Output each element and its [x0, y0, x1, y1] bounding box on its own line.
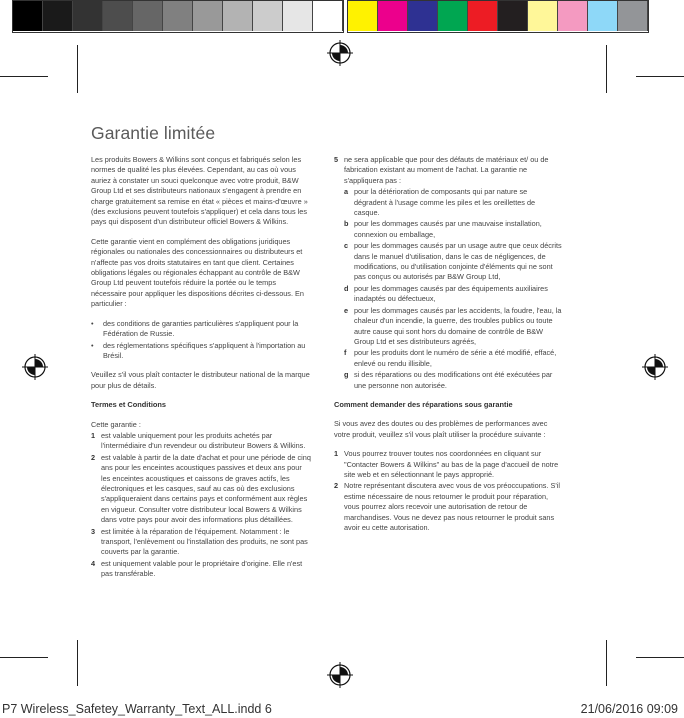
- list-item: 4 est uniquement valable pour le propriétaire d'origine. Elle n'est pas transférable.: [91, 558, 303, 579]
- list-item: e pour les dommages causés par les accidents, la foudre, l'eau, la chaleur d'un incendie, la guerre, des troubles publics ou toute autre cause qui sont hors du domaine de contrôle de B&W Group Ltd et ses distributeurs agréés,: [344, 305, 562, 346]
- color-swatch: [408, 1, 438, 31]
- color-swatch: [133, 1, 163, 31]
- color-swatch: [43, 1, 73, 31]
- list-item: 2 Notre représentant discutera avec vous de vos préoccupations. S'il estime nécessaire de nous retourner le produit pour réparation, vous pourrez alors recevoir une autorisation de retour de marchandises. Vous ne devez pas nous retourner le produit sans avoir eu cette autorisation.: [334, 481, 560, 532]
- color-swatch: [348, 1, 378, 31]
- color-swatch: [558, 1, 588, 31]
- list-item: g si des réparations ou des modifications ont été exécutées par une personne non autorisée.: [344, 370, 553, 390]
- grayscale-color-bar: [12, 0, 344, 33]
- color-swatch: [223, 1, 253, 31]
- contact-paragraph: Veuillez s'il vous plaît contacter le distributeur national de la marque pour plus de détails.: [91, 370, 310, 390]
- crop-mark: [77, 640, 78, 686]
- list-item: f pour les produits dont le numéro de série a été modifié, effacé, enlevé ou rendu illisible,: [344, 348, 557, 368]
- color-swatch: [73, 1, 103, 31]
- list-item: c pour les dommages causés par un usage autre que ceux décrits dans le manuel d'utilisation, dans le cas de négligences, de modifications, ou d'utilisation conjointe d'éléments qui ne sont pas conçus ou autorisés par B&W Group Ltd,: [344, 241, 562, 282]
- list-item: d pour les dommages causés par des équipements auxiliaires inadaptés ou défectueux,: [344, 283, 548, 304]
- registration-mark-icon: [642, 354, 668, 380]
- color-swatch: [163, 1, 193, 31]
- crop-mark: [606, 45, 607, 93]
- color-swatch: [193, 1, 223, 31]
- color-swatch: [618, 1, 648, 31]
- repair-heading: Comment demander des réparations sous garantie: [334, 399, 513, 409]
- page-title: Garantie limitée: [91, 123, 216, 143]
- color-swatch: [468, 1, 498, 31]
- crop-mark: [0, 657, 48, 658]
- registration-mark-icon: [327, 662, 353, 688]
- registration-mark-icon: [327, 40, 353, 66]
- list-item: 1 Vous pourrez trouver toutes nos coordonnées en cliquant sur "Contacter Bowers & Wilkins" au bas de la page d'accueil de notre site web et en sélectionnant le pays approprié.: [334, 449, 559, 479]
- color-swatch: [498, 1, 528, 31]
- list-item: b pour les dommages causés par une mauvaise installation, connexion ou emballage,: [344, 219, 542, 239]
- color-swatch: [283, 1, 313, 31]
- crop-mark: [606, 640, 607, 686]
- crop-mark: [0, 76, 48, 77]
- crop-mark: [77, 45, 78, 93]
- color-swatch: [528, 1, 558, 31]
- crop-mark: [636, 657, 684, 658]
- color-swatch: [378, 1, 408, 31]
- list-item: • des réglementations spécifiques s'appliquent à l'importation au Brésil.: [91, 340, 306, 360]
- list-item: a pour la détérioration de composants qui par nature se dégradent à l'usage comme les piles et les oreillettes de casque.: [344, 187, 536, 218]
- color-swatch: [313, 1, 343, 31]
- list-item: 1 est valable uniquement pour les produits achetés par l'intermédiaire d'un revendeur ou distributeur Bowers & Wilkins.: [91, 430, 306, 451]
- list-item: 2 est valable à partir de la date d'achat et pour une période de cinq ans pour les enceintes acoustiques passives et deux ans pour les enceintes acoustiques et caissons de graves actifs, les électroniques et les casques, sauf au cas où des exclusions s'appliqueraient dans certains pays et conformément aux règles en vigueur. Consulter votre distributeur local Bowers & Wilkins dans votre pays pour avoir des informations plus détaillées.: [91, 452, 311, 525]
- intro-paragraph: Les produits Bowers & Wilkins sont conçus et fabriqués selon les normes de qualité les plus élevées. Cependant, au cas où vous auriez à constater un souci quelconque avec votre produit, B&W Group Ltd et ses distributeurs nationaux s'engagent à prendre en charge gratuitement sa remise en état « pièces et mains-d'œuvre » (des exclusions peuvent toutefois s'appliquer) et cela dans tous les pays qui disposent d'un distributeur officiel Bowers & Wilkins.: [91, 155, 308, 227]
- color-swatch: [103, 1, 133, 31]
- left-column: [91, 155, 313, 581]
- color-swatch: [253, 1, 283, 31]
- color-swatch: [13, 1, 43, 31]
- list-item: • des conditions de garanties particulières s'appliquent pour la Fédération de Russie.: [91, 318, 299, 339]
- right-column: [334, 155, 562, 534]
- repair-paragraph: Si vous avez des doutes ou des problèmes de performances avec votre produit, veuillez s'il vous plaît utiliser la procédure suivante :: [334, 419, 548, 439]
- slug-filename: P7 Wireless_Safetey_Warranty_Text_ALL.indd 6: [2, 702, 272, 716]
- registration-mark-icon: [22, 354, 48, 380]
- terms-heading: Termes et Conditions: [91, 400, 167, 410]
- legal-paragraph: Cette garantie vient en complément des obligations juridiques régionales ou nationales des concessionnaires ou distributeurs et n'affecte pas vos droits statutaires en tant que client. Certaines obligations légales ou régionales échappant au contrôle de B&W Group Ltd peuvent toutefois réduire la portée ou le temps nécessaire pour appliquer les dispositions décrites ci-dessous. En particulier :: [91, 236, 304, 309]
- slug-date: 21/06/2016 09:09: [580, 702, 678, 716]
- color-swatch: [588, 1, 618, 31]
- crop-mark: [636, 76, 684, 77]
- process-color-bar: [347, 0, 649, 33]
- list-item: 5 ne sera applicable que pour des défauts de matériaux et/ ou de fabrication existant au moment de l'achat. La garantie ne s'appliquera pas :: [334, 155, 549, 185]
- list-item: 3 est limitée à la réparation de l'équipement. Notamment : le transport, l'enlèvement ou l'installation des produits, ne sont pas couverts par la garantie.: [91, 526, 308, 557]
- color-swatch: [438, 1, 468, 31]
- terms-intro: Cette garantie :: [91, 419, 141, 429]
